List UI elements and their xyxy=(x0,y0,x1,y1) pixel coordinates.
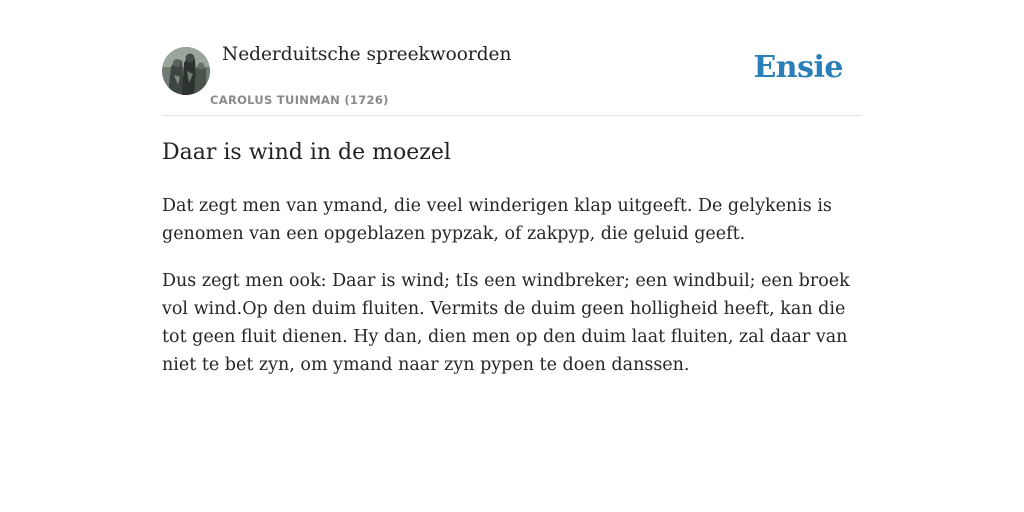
statue-image xyxy=(162,47,210,95)
source-avatar[interactable] xyxy=(162,47,210,95)
source-title[interactable]: Nederduitsche spreekwoorden xyxy=(222,44,512,65)
entry-body xyxy=(162,192,862,398)
entry-title: Daar is wind in de moezel xyxy=(162,140,451,165)
brand-logo[interactable]: Ensie xyxy=(753,50,843,85)
source-author: CAROLUS TUINMAN (1726) xyxy=(210,93,389,107)
source-header xyxy=(162,0,862,116)
entry-card xyxy=(162,0,862,375)
entry-paragraph: Dus zegt men ook: Daar is wind; tIs een windbreker; een windbuil; een broek vol wind.Op den duim fluiten. Vermits de duim geen holligheid heeft, kan die tot geen fluit dienen. Hy dan, dien men op den duim laat fluiten, zal daar van niet te bet zyn, om ymand naar zyn pypen te doen danssen. xyxy=(162,271,850,375)
entry-paragraph: Dat zegt men van ymand, die veel winderigen klap uitgeeft. De gelykenis is genomen van een opgeblazen pypzak, of zakpyp, die geluid geeft. xyxy=(162,196,832,244)
